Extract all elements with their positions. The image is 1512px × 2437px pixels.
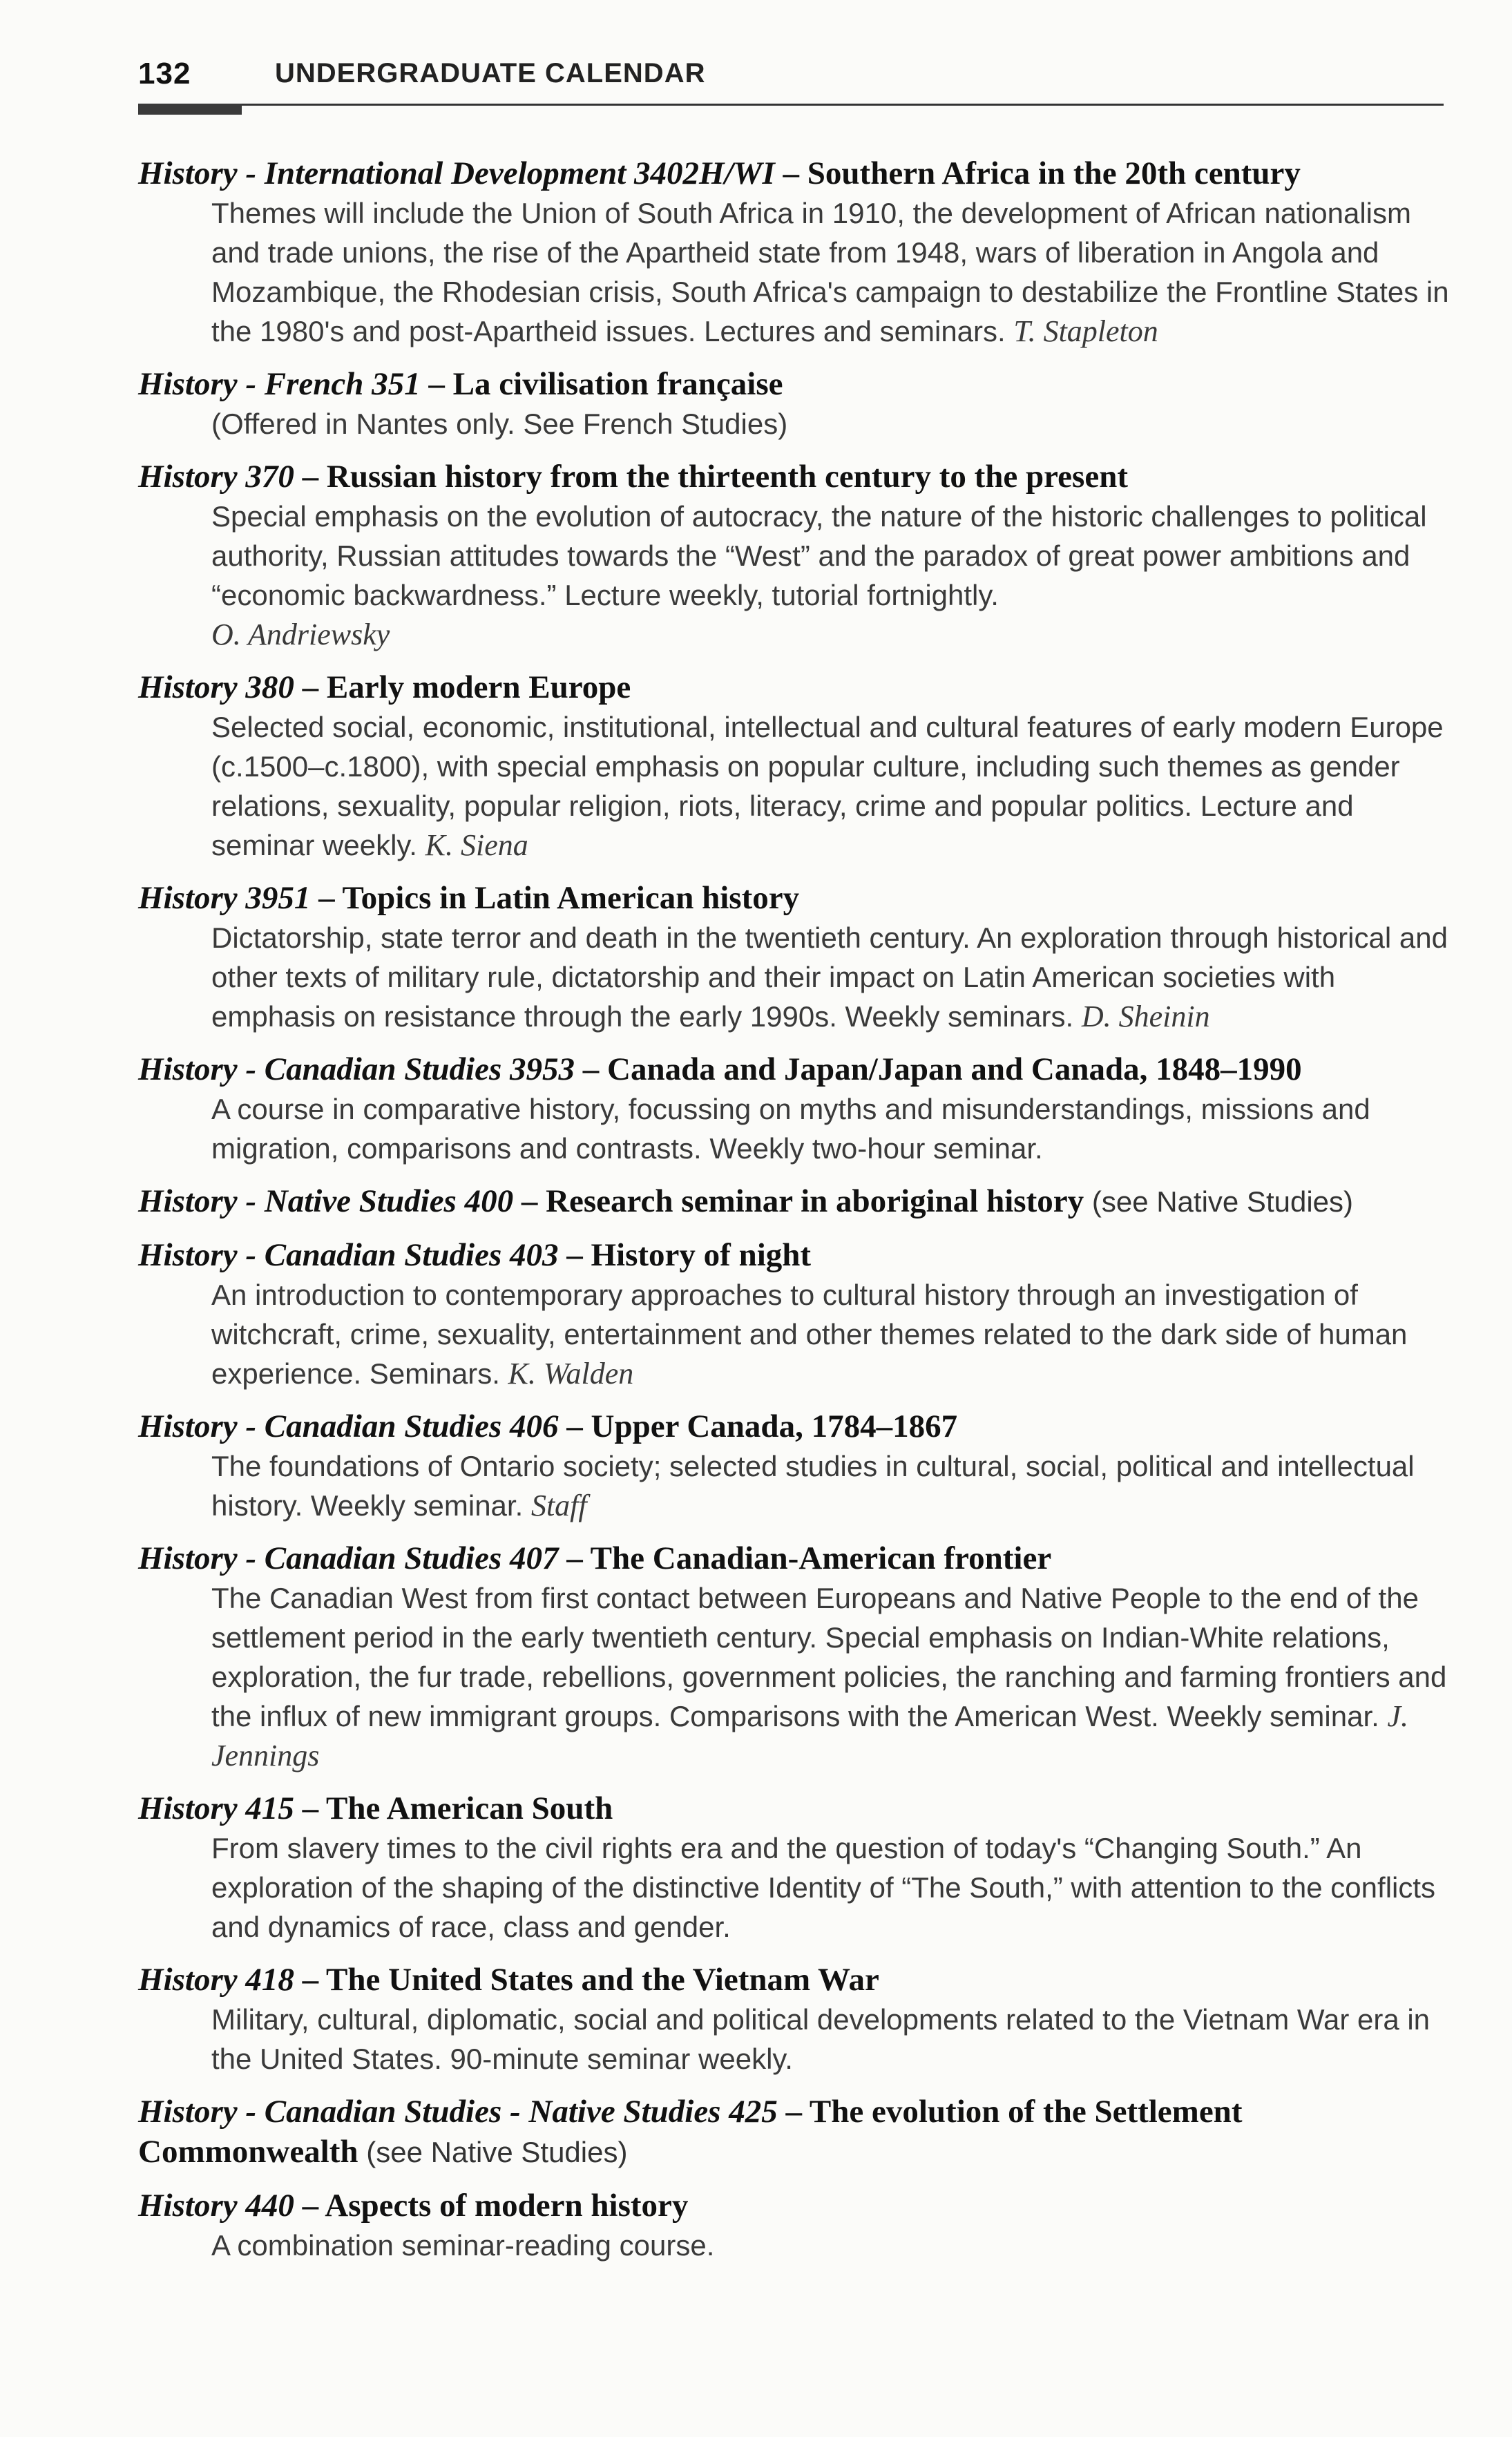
course-number: History 418 [138,1962,294,1998]
course-title: The American South [326,1790,613,1826]
course-description: (Offered in Nantes only. See French Studies) [211,408,788,440]
page-number: 132 [138,57,191,90]
course-description: The Canadian West from first contact between Europeans and Native People to the end of the settlement period in the early twentieth century. Special emphasis on Indian-White relations, exploration, the fur trade, rebellions, government policies, the ranching and farming frontiers and the influx of new immigrant groups. Comparisons with the American West. Weekly seminar. J. Jennings [211,1582,1447,1772]
course-number: History - Canadian Studies 403 [138,1237,559,1273]
course-heading: History - Canadian Studies 407 – The Canadian-American frontier [138,1540,1052,1576]
course-description: A combination seminar-reading course. [211,2229,715,2262]
course-heading: History - Canadian Studies 3953 – Canada and Japan/Japan and Canada, 1848–1990 [138,1051,1302,1087]
course-entry [138,878,1451,1036]
course-entry [138,1181,1451,1222]
course-note: (see Native Studies) [1091,1185,1354,1218]
course-description: A course in comparative history, focussing on myths and misunderstandings, missions and migration, comparisons and contrasts. Weekly two-hour seminar. [211,1093,1370,1165]
course-entry [138,1788,1451,1947]
course-description: Themes will include the Union of South Africa in 1910, the development of African nationalism and trade unions, the rise of the Apartheid state from 1948, wars of liberation in Angola and Mozambique, the Rhodesian crisis, South Africa's campaign to destabilize the Frontline States in the 1980's and post-Apartheid issues. Lectures and seminars. T. Stapleton [211,197,1449,348]
course-title: The United States and the Vietnam War [326,1962,879,1998]
course-heading: History - Native Studies 400 – Research seminar in aboriginal history (see Native Studies) [138,1183,1354,1219]
course-description: An introduction to contemporary approaches to cultural history through an investigation of witchcraft, crime, sexuality, entertainment and other themes related to the dark side of human experience. Seminars. K. Walden [211,1279,1408,1390]
course-entry [138,2092,1451,2172]
course-title: Early modern Europe [326,669,631,705]
course-entry [138,153,1451,351]
course-title: Upper Canada, 1784–1867 [591,1408,958,1444]
course-title: Research seminar in aboriginal history [546,1183,1084,1219]
course-description: Dictatorship, state terror and death in the twentieth century. An exploration through historical and other texts of military rule, dictatorship and their impact on Latin American societies with emphasis on resistance through the early 1990s. Weekly seminars. D. Sheinin [211,921,1448,1033]
header-rule [138,104,1444,106]
course-note: (see Native Studies) [366,2136,628,2168]
course-heading: History - Canadian Studies - Native Studies 425 – The evolution of the Settlement Commonwealth (see Native Studies) [138,2094,1243,2170]
course-title: Southern Africa in the 20th century [807,155,1301,191]
course-entry [138,457,1451,654]
course-number: History - Canadian Studies 406 [138,1408,559,1444]
course-heading: History - International Development 3402H/WI – Southern Africa in the 20th century [138,155,1301,191]
course-title: The Canadian-American frontier [590,1540,1052,1576]
course-instructor: K. Siena [425,828,528,862]
course-heading: History 3951 – Topics in Latin American history [138,880,800,916]
course-entry [138,1538,1451,1775]
course-entry [138,1406,1451,1525]
course-description: Military, cultural, diplomatic, social and political developments related to the Vietnam War era in the United States. 90-minute seminar weekly. [211,2003,1430,2075]
course-description: Selected social, economic, institutional, intellectual and cultural features of early modern Europe (c.1500–c.1800), with special emphasis on popular culture, including such themes as gender relations, sexuality, popular religion, riots, literacy, crime and popular politics. Lecture and seminar weekly. K. Siena [211,711,1444,862]
course-entry [138,667,1451,865]
course-instructor: Staff [530,1489,587,1522]
course-title: Canada and Japan/Japan and Canada, 1848–1990 [607,1051,1302,1087]
course-number: History 370 [138,459,294,495]
course-heading: History 380 – Early modern Europe [138,669,631,705]
course-list [138,153,1451,2278]
course-title: Aspects of modern history [325,2188,689,2224]
page-header [138,57,1444,98]
course-number: History - French 351 [138,366,421,402]
course-entry [138,1960,1451,2078]
course-title: Topics in Latin American history [342,880,800,916]
course-heading: History - French 351 – La civilisation française [138,366,783,402]
course-instructor: K. Walden [508,1357,634,1390]
course-number: History - International Development 3402H/WI [138,155,775,191]
course-number: History 415 [138,1790,294,1826]
course-entry [138,1049,1451,1168]
course-number: History - Canadian Studies 407 [138,1540,559,1576]
course-number: History - Native Studies 400 [138,1183,514,1219]
course-heading: History 415 – The American South [138,1790,613,1826]
course-heading: History 418 – The United States and the Vietnam War [138,1962,879,1998]
course-description: Special emphasis on the evolution of autocracy, the nature of the historic challenges to political authority, Russian attitudes towards the “West” and the paradox of great power ambitions and “economic backwardness.” Lecture weekly, tutorial fortnightly. O. Andriewsky [211,500,1427,651]
course-heading: History 440 – Aspects of modern history [138,2188,689,2224]
course-number: History 3951 [138,880,311,916]
course-title: Russian history from the thirteenth century to the present [326,459,1128,495]
course-title: La civilisation française [452,366,783,402]
course-number: History - Canadian Studies - Native Studies 425 [138,2094,778,2130]
course-instructor: J. Jennings [211,1699,1409,1772]
course-entry [138,2186,1451,2265]
course-instructor: O. Andriewsky [211,618,390,651]
course-heading: History 370 – Russian history from the thirteenth century to the present [138,459,1128,495]
course-heading: History - Canadian Studies 406 – Upper Canada, 1784–1867 [138,1408,958,1444]
course-number: History 440 [138,2188,294,2224]
running-title: UNDERGRADUATE CALENDAR [275,58,706,88]
course-number: History - Canadian Studies 3953 [138,1051,575,1087]
course-entry [138,364,1451,443]
course-instructor: D. Sheinin [1081,1000,1210,1033]
course-title: History of night [591,1237,812,1273]
course-instructor: T. Stapleton [1013,314,1158,348]
course-description: The foundations of Ontario society; selected studies in cultural, social, political and intellectual history. Weekly seminar. Staff [211,1450,1415,1522]
header-rule-accent [138,104,242,115]
course-heading: History - Canadian Studies 403 – History of night [138,1237,812,1273]
course-number: History 380 [138,669,294,705]
course-title: The evolution of the Settlement Commonwealth [138,2094,1243,2170]
course-entry [138,1235,1451,1393]
course-description: From slavery times to the civil rights era and the question of today's “Changing South.” An exploration of the shaping of the distinctive Identity of “The South,” with attention to the conflicts and dynamics of race, class and gender. [211,1832,1436,1943]
